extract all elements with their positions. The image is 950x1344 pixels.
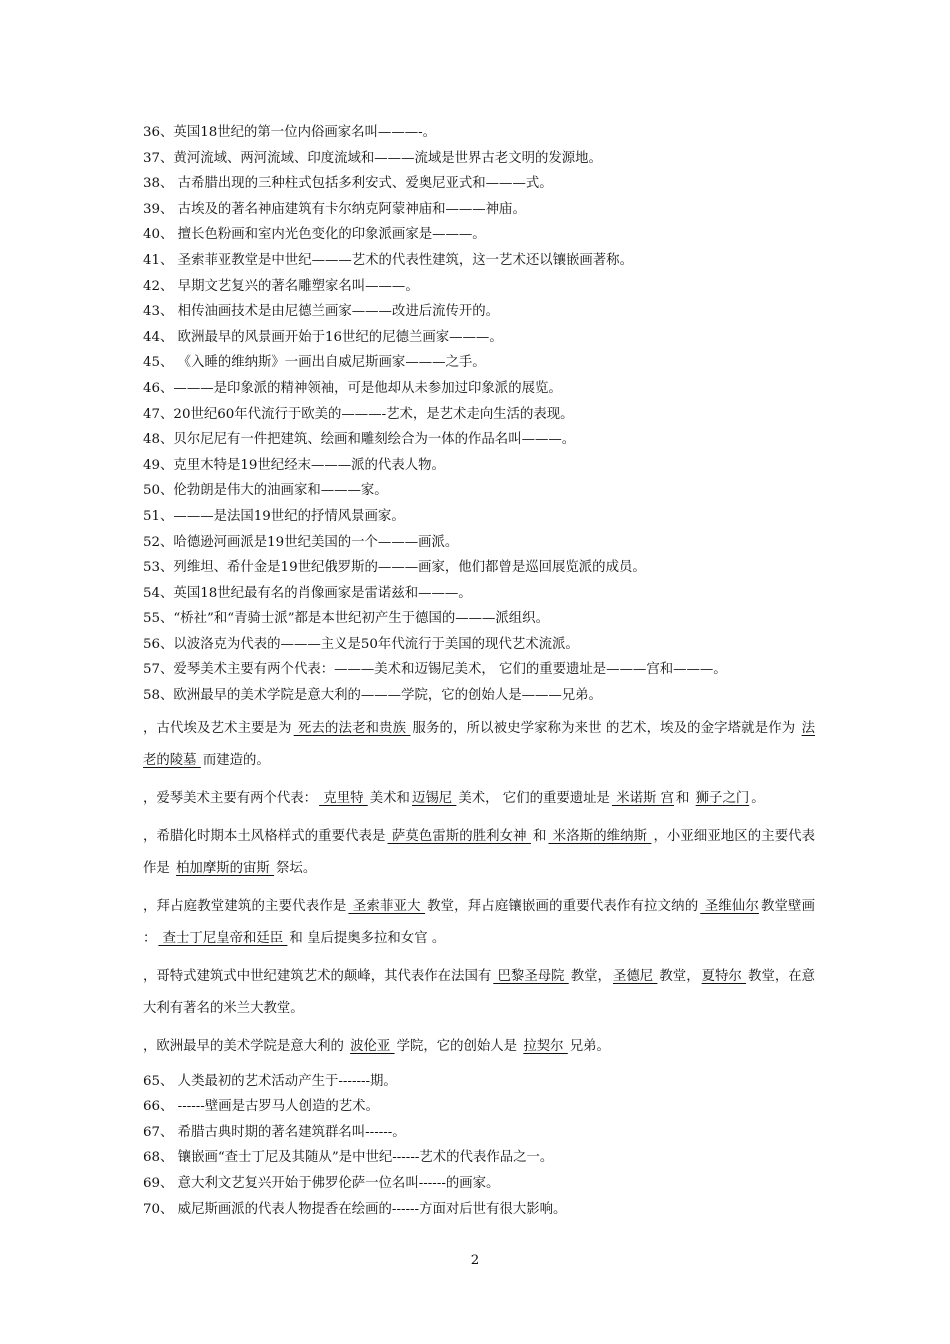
paragraph-text: 和 皇后提奥多拉和女官 。 bbox=[289, 930, 446, 946]
paragraph-text: 教堂，在意大利有著名的米兰大教堂。 bbox=[143, 968, 816, 1016]
paragraph-text: 教堂， bbox=[570, 968, 611, 984]
filled-answer: 米洛斯的维纳斯 bbox=[548, 828, 652, 844]
filled-answer: 克里特 bbox=[319, 790, 368, 806]
filled-answer: 圣德尼 bbox=[612, 968, 658, 984]
question-line: 36、英国18世纪的第一位内俗画家名叫———-。 bbox=[143, 125, 437, 140]
question-line: 58、欧洲最早的美术学院是意大利的———学院，它的创始人是———兄弟。 bbox=[143, 688, 602, 704]
page-number: 2 bbox=[470, 1253, 480, 1268]
answer-paragraph bbox=[143, 961, 815, 1025]
filled-answer: 柏加摩斯的宙斯 bbox=[176, 860, 275, 876]
question-line: 41、 圣索菲亚教堂是中世纪———艺术的代表性建筑，这一艺术还以镶嵌画著称。 bbox=[143, 252, 633, 268]
filled-answer: 圣维仙尔 bbox=[700, 898, 759, 914]
filled-answer: 米诺斯 宫 bbox=[611, 790, 675, 806]
question-line: 50、伦勃朗是伟大的油画家和———家。 bbox=[143, 483, 388, 499]
filled-answer: 巴黎圣母院 bbox=[493, 968, 569, 984]
filled-answer: 查士丁尼皇帝和廷臣 bbox=[158, 930, 288, 946]
question-line: 66、 ------壁画是古罗马人创造的艺术。 bbox=[143, 1099, 379, 1115]
question-line: 57、爱琴美术主要有两个代表：———美术和迈锡尼美术， 它们的重要遗址是———宫和———。 bbox=[143, 662, 727, 678]
paragraph-text: ，爱琴美术主要有两个代表： bbox=[143, 790, 318, 806]
page-content bbox=[143, 120, 815, 1222]
question-line: 65、 人类最初的艺术活动产生于-------期。 bbox=[143, 1073, 397, 1089]
question-line: 53、列维坦、希什金是19世纪俄罗斯的———画家，他们都曾是巡回展览派的成员。 bbox=[143, 560, 646, 576]
filled-answer: 法老的陵墓 bbox=[143, 720, 815, 768]
question-line: 45、 《入睡的维纳斯》一画出自威尼斯画家———之手。 bbox=[143, 355, 486, 371]
question-line: 47、20世纪60年代流行于欧美的———-艺术，是艺术走向生活的表现。 bbox=[143, 406, 574, 422]
answer-paragraph bbox=[143, 891, 815, 955]
question-line: 39、 古埃及的著名神庙建筑有卡尔纳克阿蒙神庙和———神庙。 bbox=[143, 201, 526, 217]
question-line: 51、———是法国19世纪的抒情风景画家。 bbox=[143, 508, 405, 524]
filled-answer: 死去的法老和贵族 bbox=[293, 720, 411, 736]
answer-paragraphs bbox=[143, 713, 815, 1063]
question-list-65-70 bbox=[143, 1069, 815, 1223]
paragraph-text: ，哥特式建筑式中世纪建筑艺术的颠峰，其代表作在法国有 bbox=[143, 968, 492, 984]
question-line: 52、哈德逊河画派是19世纪美国的一个———画派。 bbox=[143, 534, 459, 550]
question-line: 40、 擅长色粉画和室内光色变化的印象派画家是———。 bbox=[143, 227, 486, 243]
question-line: 44、 欧洲最早的风景画开始于16世纪的尼德兰画家———。 bbox=[143, 329, 503, 345]
question-line: 42、 早期文艺复兴的著名雕塑家名叫———。 bbox=[143, 278, 419, 294]
answer-paragraph bbox=[143, 1031, 815, 1063]
paragraph-text: 教堂壁画 ： bbox=[143, 898, 816, 946]
paragraph-text: 祭坛。 bbox=[276, 860, 317, 876]
filled-answer: 迈锡尼 bbox=[411, 790, 457, 806]
answer-paragraph bbox=[143, 821, 815, 885]
paragraph-text: 美术， 它们的重要遗址是 bbox=[458, 790, 610, 806]
filled-answer: 狮子之门 bbox=[695, 790, 750, 806]
filled-answer: 圣索菲亚大 bbox=[348, 898, 426, 914]
question-line: 69、 意大利文艺复兴开始于佛罗伦萨一位名叫------的画家。 bbox=[143, 1176, 500, 1192]
question-line: 38、 古希腊出现的三种柱式包括多利安式、爱奥尼亚式和———式。 bbox=[143, 176, 553, 192]
question-line: 49、克里木特是19世纪经末———派的代表人物。 bbox=[143, 457, 445, 473]
paragraph-text: ，拜占庭教堂建筑的主要代表作是 bbox=[143, 898, 347, 914]
answer-paragraph bbox=[143, 783, 815, 815]
paragraph-text: ，欧洲最早的美术学院是意大利的 bbox=[143, 1038, 349, 1054]
question-line: 68、 镶嵌画“查士丁尼及其随从”是中世纪------艺术的代表作品之一。 bbox=[143, 1150, 554, 1166]
paragraph-text: 学院，它的创始人是 bbox=[396, 1038, 522, 1054]
question-line: 55、“桥社”和“青骑士派”都是本世纪初产生于德国的———派组织。 bbox=[143, 611, 549, 627]
paragraph-text: 而建造的。 bbox=[202, 752, 270, 768]
paragraph-text: 兄弟。 bbox=[569, 1038, 610, 1054]
question-line: 70、 威尼斯画派的代表人物提香在绘画的------方面对后世有很大影响。 bbox=[143, 1201, 567, 1217]
paragraph-text: ，古代埃及艺术主要是为 bbox=[143, 720, 292, 736]
paragraph-text: 美术和 bbox=[369, 790, 410, 806]
question-line: 54、英国18世纪最有名的肖像画家是雷诺兹和———。 bbox=[143, 585, 472, 601]
paragraph-text: 教堂， bbox=[659, 968, 700, 984]
paragraph-text: 。 bbox=[751, 790, 765, 806]
paragraph-text: ，小亚细亚地区的主要代表作是 bbox=[143, 828, 816, 876]
question-line: 43、 相传油画技术是由尼德兰画家———改进后流传开的。 bbox=[143, 304, 500, 320]
filled-answer: 萨莫色雷斯的胜利女神 bbox=[387, 828, 531, 844]
paragraph-text: 和 bbox=[676, 790, 694, 806]
question-line: 67、 希腊古典时期的著名建筑群名叫------。 bbox=[143, 1124, 406, 1140]
filled-answer: 夏特尔 bbox=[701, 968, 747, 984]
paragraph-text: 和 bbox=[532, 828, 547, 844]
question-line: 48、贝尔尼尼有一件把建筑、绘画和雕刻绘合为一体的作品名叫———。 bbox=[143, 432, 576, 448]
question-line: 46、———是印象派的精神领袖，可是他却从未参加过印象派的展览。 bbox=[143, 380, 562, 396]
answer-paragraph bbox=[143, 713, 815, 777]
question-list-36-58 bbox=[143, 120, 815, 709]
paragraph-text: 服务的，所以被史学家称为来世 的艺术，埃及的金字塔就是作为 bbox=[412, 720, 800, 736]
question-line: 56、以波洛克为代表的———主义是50年代流行于美国的现代艺术流派。 bbox=[143, 636, 579, 652]
paragraph-text: ，希腊化时期本土风格样式的重要代表是 bbox=[143, 828, 386, 844]
question-line: 37、黄河流域、两河流域、印度流域和———流域是世界古老文明的发源地。 bbox=[143, 150, 602, 166]
filled-answer: 波伦亚 bbox=[350, 1038, 395, 1054]
filled-answer: 拉契尔 bbox=[523, 1038, 568, 1054]
paragraph-text: 教堂，拜占庭镶嵌画的重要代表作有拉文纳的 bbox=[427, 898, 699, 914]
